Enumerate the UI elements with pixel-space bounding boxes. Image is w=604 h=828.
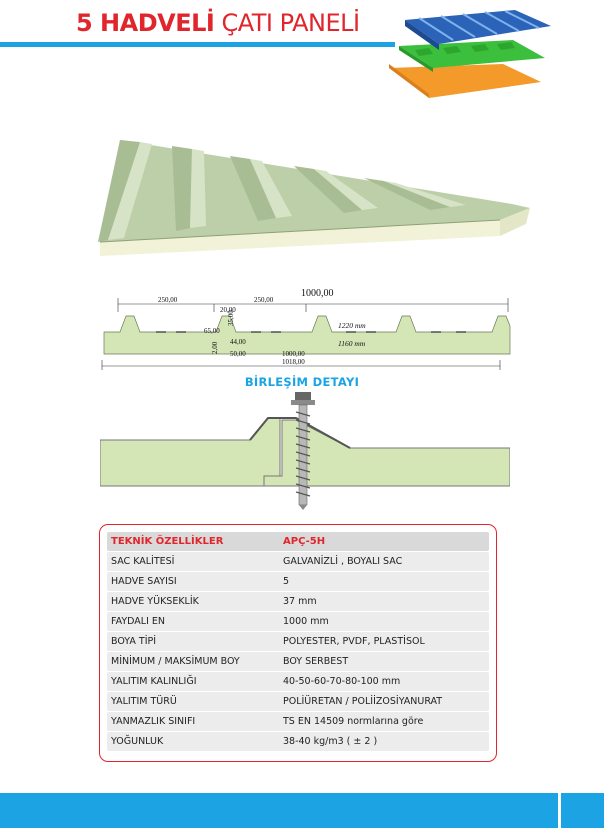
table-row	[107, 732, 489, 751]
spec-header-value: APÇ-5H	[283, 536, 326, 547]
spec-header-label: TEKNİK ÖZELLİKLER	[111, 536, 224, 547]
dim-height: 35,00	[227, 310, 235, 326]
page-title	[76, 8, 360, 38]
title-underline	[0, 42, 395, 47]
spec-header-row	[107, 532, 489, 551]
table-row	[107, 652, 489, 671]
spec-value: TS EN 14509 normlarına göre	[283, 716, 424, 727]
dim-top-width: 20,00	[220, 306, 236, 314]
spec-value: 1000 mm	[283, 616, 329, 627]
spec-value: BOY SERBEST	[283, 656, 349, 667]
footer-bar	[0, 793, 558, 828]
spec-label: HADVE SAYISI	[111, 576, 177, 587]
table-row	[107, 612, 489, 631]
joint-detail-illustration	[100, 390, 510, 510]
dim-base: 44,00	[230, 338, 246, 346]
spec-label: YALITIM TÜRÜ	[111, 696, 177, 707]
table-row	[107, 572, 489, 591]
spec-label: BOYA TİPİ	[111, 636, 157, 647]
spec-value: 37 mm	[283, 596, 317, 607]
table-row	[107, 592, 489, 611]
table-row	[107, 632, 489, 651]
spec-value: 5	[283, 576, 290, 587]
profile-drawing	[96, 282, 516, 370]
dim-slope: 65,00	[204, 327, 220, 335]
spec-label: YOĞUNLUK	[111, 736, 164, 747]
dim-1160: 1160 mm	[338, 339, 366, 348]
dim-total-width: 1000,00	[301, 288, 334, 299]
title-bold-part: 5 HADVELİ	[76, 9, 215, 37]
panel-3d-illustration	[80, 132, 530, 257]
spec-value: 38-40 kg/m3 ( ± 2 )	[283, 736, 378, 747]
table-row	[107, 712, 489, 731]
dim-bottom-1018: 1018,00	[282, 358, 305, 366]
spec-label: MİNİMUM / MAKSİMUM BOY	[111, 656, 240, 667]
spec-value: POLYESTER, PVDF, PLASTİSOL	[283, 636, 425, 647]
spec-label: SAC KALİTESİ	[111, 556, 175, 567]
title-light-part: ÇATI PANELİ	[214, 9, 360, 37]
spec-label: FAYDALI EN	[111, 616, 166, 627]
spec-label: HADVE YÜKSEKLİK	[111, 596, 199, 607]
spec-label: YANMAZLIK SINIFI	[111, 716, 196, 727]
table-row	[107, 692, 489, 711]
panel-layers-illustration	[385, 6, 555, 98]
detail-title: BİRLEŞİM DETAYI	[244, 375, 360, 389]
spec-label: YALITIM KALINLIĞI	[111, 676, 197, 687]
spec-value: POLİÜRETAN / POLİİZOSİYANURAT	[283, 696, 443, 707]
dim-small-width: 50,00	[230, 350, 246, 358]
table-row	[107, 552, 489, 571]
footer-page-tab	[561, 793, 604, 828]
dim-1220: 1220 mm	[338, 321, 366, 330]
dim-thickness: 2,00	[211, 341, 219, 354]
dim-spacing-right: 250,00	[254, 296, 274, 304]
dim-spacing-left: 250,00	[158, 296, 178, 304]
spec-table	[107, 532, 489, 752]
spec-value: GALVANİZLİ , BOYALI SAC	[283, 556, 403, 567]
dim-bottom-1000: 1000,00	[282, 350, 305, 358]
spec-value: 40-50-60-70-80-100 mm	[283, 676, 401, 687]
table-row	[107, 672, 489, 691]
